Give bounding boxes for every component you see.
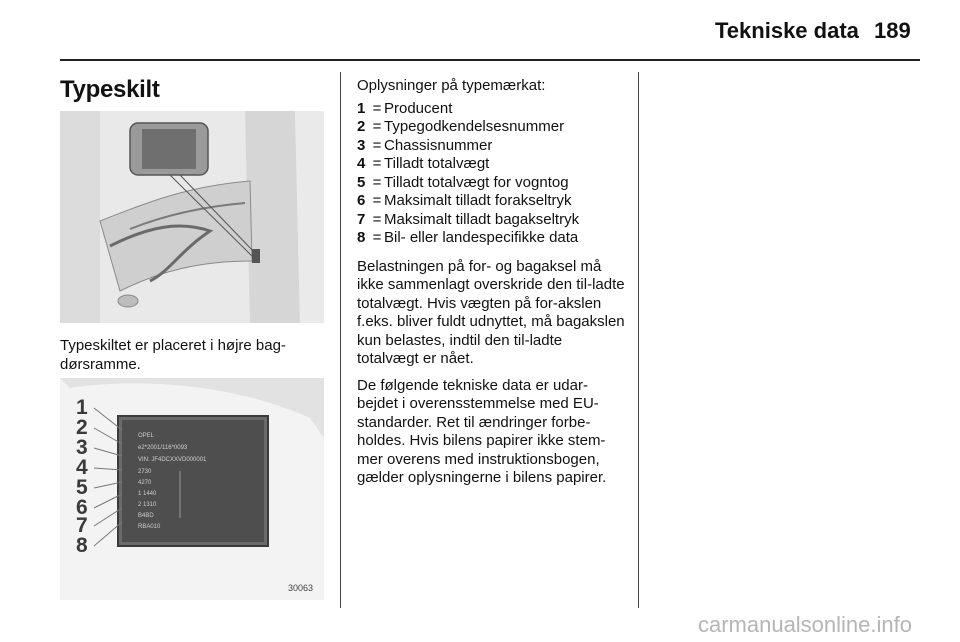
- list-item: 2 = Typegodkendelsesnummer: [357, 118, 565, 135]
- paragraph-eu-standards: De følgende tekniske data er udar-bejdet i overensstemmelse med EU-standarder. Ret til ændringer forbe-holdes. Hvis bilens papirer ikke stem-mer overens med instruktionsbogen, gælder oplysningerne i bilens papirer.: [357, 376, 607, 486]
- plate-line-9: RBA010: [138, 524, 161, 530]
- plate-line-5: 4270: [138, 480, 152, 486]
- plate-line-3: VIN: JF4DCXXVD000001: [138, 457, 207, 463]
- header-rule: [60, 59, 920, 61]
- plate-number-1: 1: [76, 396, 88, 419]
- plate-number-2: 2: [76, 416, 88, 439]
- plate-line-1: OPEL: [138, 433, 155, 439]
- item-number: 6: [357, 192, 366, 209]
- plate-number-7: 7: [76, 514, 88, 537]
- plate-number-5: 5: [76, 476, 88, 499]
- door-illustration: [60, 111, 324, 323]
- list-item: 8 = Bil- eller landespecifikke data: [357, 229, 579, 246]
- column-divider-1: [340, 72, 341, 608]
- plate-number-8: 8: [76, 534, 88, 557]
- plate-line-8: B4BD: [138, 513, 154, 519]
- paragraph-axle-load: Belastningen på for- og bagaksel må ikke sammenlagt overskride den til-ladte totalvægt. Hvis vægten på for-akslen f.eks. bliver fuldt udnyttet, må bagakslen kun belastes, indtil den til-ladte totalvægt er nået.: [357, 257, 625, 367]
- plate-number-4: 4: [76, 456, 88, 479]
- item-text: Typegodkendelsesnummer: [384, 118, 565, 135]
- column-divider-2: [638, 72, 639, 608]
- plate-number-3: 3: [76, 436, 88, 459]
- right-column: [357, 77, 627, 496]
- item-text: Producent: [384, 99, 453, 117]
- list-item: 6 = Maksimalt tilladt forakseltryk: [357, 192, 572, 209]
- section-title: Typeskilt: [60, 76, 160, 103]
- item-text: Tilladt totalvægt: [384, 155, 490, 172]
- item-text: Chassisnummer: [384, 136, 493, 154]
- door-photo: [60, 111, 324, 323]
- item-number: 7: [357, 210, 366, 228]
- type-plate-illustration: [60, 378, 324, 600]
- plate-line-6: 1 1440: [138, 491, 157, 497]
- list-item: 4 = Tilladt totalvægt: [357, 155, 490, 172]
- item-text: Tilladt totalvægt for vogntog: [384, 173, 569, 191]
- page-number: 189: [874, 18, 911, 43]
- plate-number-6: 6: [76, 496, 88, 519]
- caption: Typeskiltet er placeret i højre bag-dørsramme.: [60, 337, 286, 373]
- plate-line-2: e2*2001/116*0093: [138, 445, 188, 451]
- list-item: 1 = Producent: [357, 99, 453, 117]
- item-number: 5: [357, 173, 366, 191]
- item-number: 4: [357, 155, 366, 172]
- type-plate-figure: [60, 378, 324, 600]
- list-item: 3 = Chassisnummer: [357, 136, 493, 154]
- item-number: 3: [357, 136, 366, 154]
- watermark: carmanualsonline.info: [697, 612, 912, 637]
- list-item: 7 = Maksimalt tilladt bagakseltryk: [357, 210, 580, 228]
- plate-line-7: 2 1310: [138, 502, 157, 508]
- item-number: 8: [357, 229, 366, 246]
- item-text: Bil- eller landespecifikke data: [384, 229, 579, 246]
- plate-legend-list: [357, 100, 627, 248]
- figure-id: 30063: [288, 583, 314, 593]
- item-number: 2: [357, 118, 366, 135]
- item-text: Maksimalt tilladt bagakseltryk: [384, 210, 580, 228]
- list-intro: Oplysninger på typemærkat:: [357, 77, 546, 94]
- plate-line-4: 2730: [138, 469, 152, 475]
- item-text: Maksimalt tilladt forakseltryk: [384, 192, 572, 209]
- list-item: 5 = Tilladt totalvægt for vogntog: [357, 173, 569, 191]
- item-number: 1: [357, 99, 366, 117]
- header-title: Tekniske data: [715, 18, 859, 43]
